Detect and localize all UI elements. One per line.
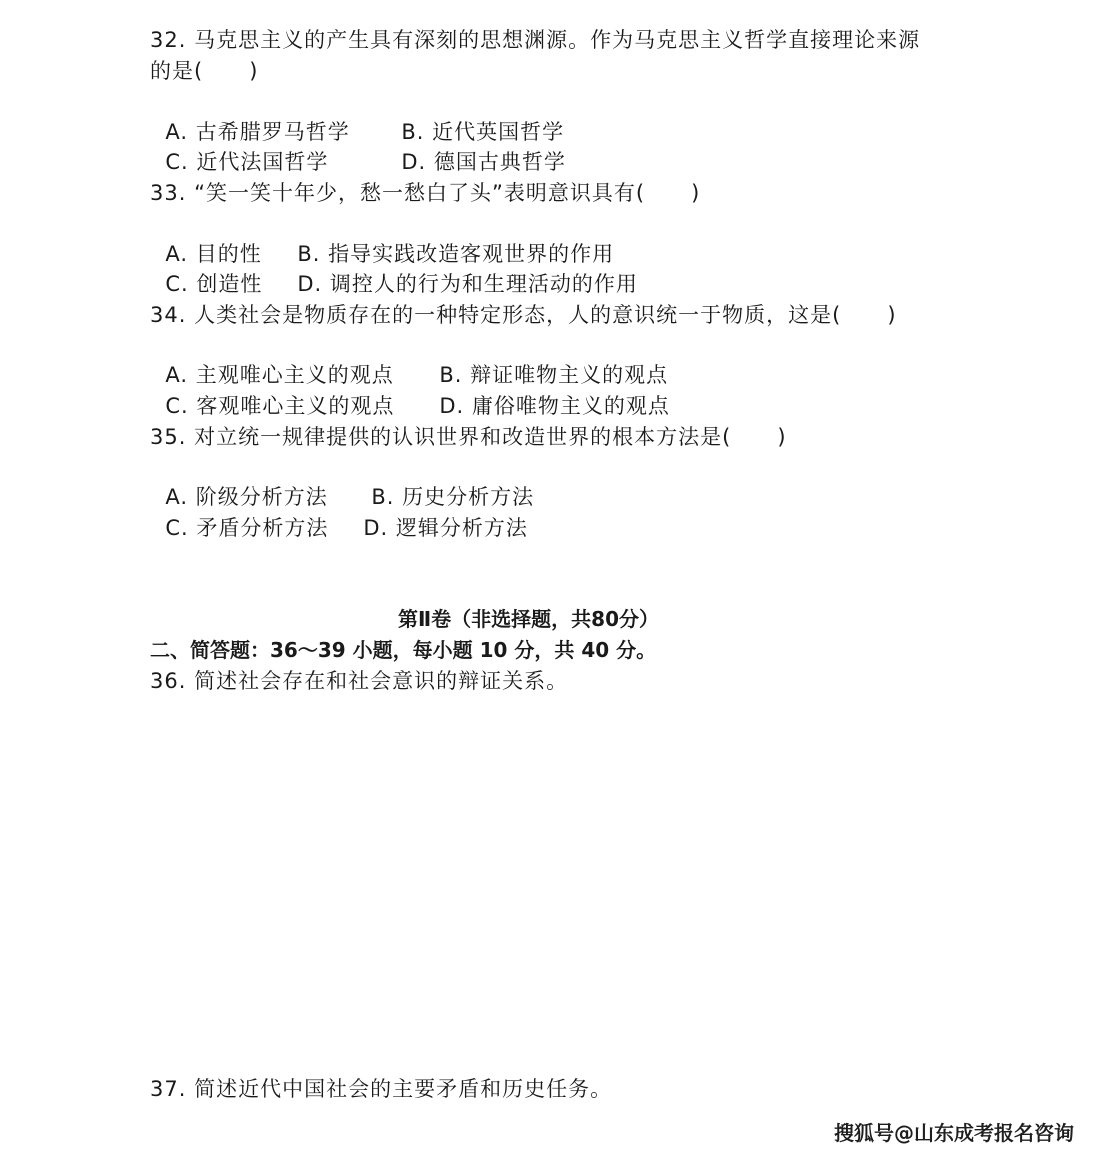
q32-option-c: C. 近代法国哲学 bbox=[165, 150, 329, 174]
q34-options-row2 bbox=[150, 361, 670, 421]
q35-option-c: C. 矛盾分析方法 bbox=[165, 516, 329, 540]
q33-options-row2 bbox=[150, 239, 638, 299]
q35-stem: 35. 对立统一规律提供的认识世界和改造世界的根本方法是( ) bbox=[150, 425, 787, 449]
q34-option-b: B. 辩证唯物主义的观点 bbox=[439, 363, 669, 387]
q35-option-b: B. 历史分析方法 bbox=[371, 485, 535, 509]
watermark: 搜狐号@山东成考报名咨询 bbox=[834, 1121, 1074, 1145]
q33-stem: 33. “笑一笑十年少，愁一愁白了头”表明意识具有( ) bbox=[150, 181, 701, 205]
q34-option-a: A. 主观唯心主义的观点 bbox=[165, 363, 394, 387]
volume-title: 第Ⅱ卷（非选择题，共80分） bbox=[398, 607, 660, 631]
q33-option-d: D. 调控人的行为和生理活动的作用 bbox=[297, 272, 638, 296]
q32-option-a: A. 古希腊罗马哲学 bbox=[165, 120, 350, 144]
q33-option-b: B. 指导实践改造客观世界的作用 bbox=[297, 242, 615, 266]
question-36: 36. 简述社会存在和社会意识的辩证关系。 bbox=[150, 669, 569, 693]
part-title: 二、简答题：36～39 小题，每小题 10 分，共 40 分。 bbox=[150, 638, 657, 662]
q35-option-d: D. 逻辑分析方法 bbox=[363, 516, 528, 540]
q33-option-c: C. 创造性 bbox=[165, 272, 263, 296]
q32-options-row2 bbox=[150, 117, 566, 177]
q34-option-c: C. 客观唯心主义的观点 bbox=[165, 394, 395, 418]
question-37: 37. 简述近代中国社会的主要矛盾和历史任务。 bbox=[150, 1077, 613, 1101]
q32-stem-line2: 的是( ) bbox=[150, 59, 259, 83]
q35-options-row2 bbox=[150, 483, 528, 543]
q32-stem-line1: 32. 马克思主义的产生具有深刻的思想渊源。作为马克思主义哲学直接理论来源 bbox=[150, 28, 921, 52]
q35-option-a: A. 阶级分析方法 bbox=[165, 485, 328, 509]
q34-option-d: D. 庸俗唯物主义的观点 bbox=[439, 394, 670, 418]
q32-option-b: B. 近代英国哲学 bbox=[401, 120, 565, 144]
q32-option-d: D. 德国古典哲学 bbox=[401, 150, 566, 174]
q34-stem: 34. 人类社会是物质存在的一种特定形态，人的意识统一于物质，这是( ) bbox=[150, 303, 897, 327]
q33-option-a: A. 目的性 bbox=[165, 242, 262, 266]
